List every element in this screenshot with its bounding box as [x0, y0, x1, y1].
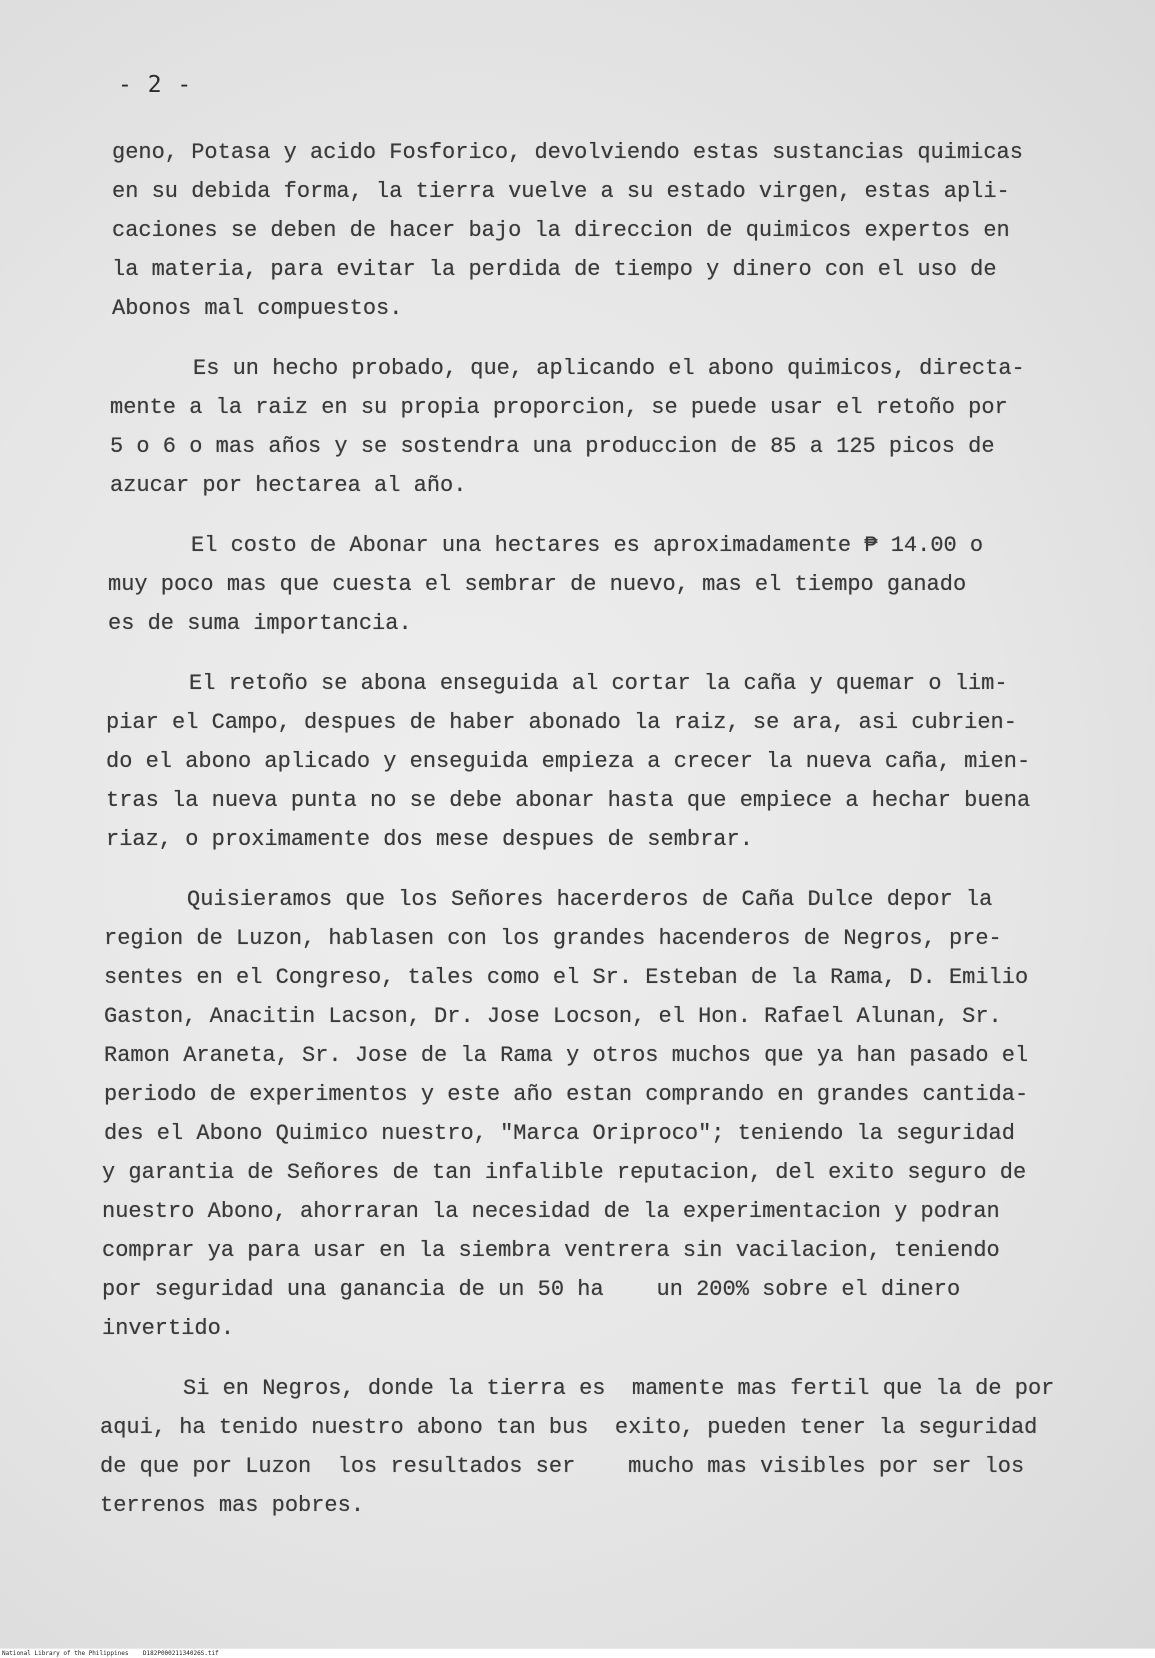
text-line: comprar ya para usar en la siembra ventrera sin vacilacion, teniendo	[102, 1238, 1000, 1263]
text-line: es de suma importancia.	[108, 611, 412, 636]
text-line: geno, Potasa y acido Fosforico, devolviendo estas sustancias quimicas	[112, 140, 1023, 165]
scan-footer	[0, 1649, 1155, 1658]
text-line: sentes en el Congreso, tales como el Sr. Esteban de la Rama, D. Emilio	[104, 965, 1029, 990]
text-line: y garantia de Señores de tan infalible reputacion, del exito seguro de	[102, 1160, 1027, 1185]
text-line: 5 o 6 o mas años y se sostendra una produccion de 85 a 125 picos de	[110, 434, 995, 459]
text-line: muy poco mas que cuesta el sembrar de nuevo, mas el tiempo ganado	[108, 572, 967, 597]
scan-footer-text: National Library of the Philippines D182P00021134026S.tif	[2, 1650, 219, 1657]
text-line: en su debida forma, la tierra vuelve a su estado virgen, estas apli-	[112, 179, 1010, 204]
text-line: El costo de Abonar una hectares es aproximadamente ₱ 14.00 o	[191, 533, 984, 558]
text-line: la materia, para evitar la perdida de tiempo y dinero con el uso de	[112, 257, 997, 282]
text-line: de que por Luzon los resultados ser mucho mas visibles por ser los	[100, 1454, 1025, 1479]
text-line: Abonos mal compuestos.	[112, 296, 403, 321]
text-line: piar el Campo, despues de haber abonado la raiz, se ara, asi cubrien-	[106, 710, 1017, 735]
text-line: Quisieramos que los Señores hacerderos de Caña Dulce depor la	[187, 887, 993, 912]
page-number: - 2 -	[118, 72, 193, 98]
text-line: Gaston, Anacitin Lacson, Dr. Jose Locson, el Hon. Rafael Alunan, Sr.	[104, 1004, 1002, 1029]
text-line: caciones se deben de hacer bajo la direccion de quimicos expertos en	[112, 218, 1010, 243]
text-line: invertido.	[102, 1316, 235, 1341]
text-line: nuestro Abono, ahorraran la necesidad de la experimentacion y podran	[102, 1199, 1000, 1224]
text-line: tras la nueva punta no se debe abonar hasta que empiece a hechar buena	[106, 788, 1031, 813]
text-line: Ramon Araneta, Sr. Jose de la Rama y otros muchos que ya han pasado el	[104, 1043, 1029, 1068]
text-line: por seguridad una ganancia de un 50 ha un 200% sobre el dinero	[102, 1277, 961, 1302]
text-line: periodo de experimentos y este año estan comprando en grandes cantida-	[104, 1082, 1029, 1107]
text-line: region de Luzon, hablasen con los grandes hacenderos de Negros, pre-	[104, 926, 1002, 951]
text-line: des el Abono Quimico nuestro, "Marca Oriproco"; teniendo la seguridad	[104, 1121, 1015, 1146]
text-line: do el abono aplicado y enseguida empieza a crecer la nueva caña, mien-	[106, 749, 1031, 774]
text-line: aqui, ha tenido nuestro abono tan bus exito, pueden tener la seguridad	[100, 1415, 1038, 1440]
text-line: azucar por hectarea al año.	[110, 473, 467, 498]
text-line: riaz, o proximamente dos mese despues de sembrar.	[106, 827, 753, 852]
text-line: El retoño se abona enseguida al cortar la caña y quemar o lim-	[189, 671, 1008, 696]
text-line: terrenos mas pobres.	[100, 1493, 365, 1518]
text-line: Es un hecho probado, que, aplicando el abono quimicos, directa-	[193, 356, 1025, 381]
text-line: Si en Negros, donde la tierra es mamente mas fertil que la de por	[183, 1376, 1055, 1401]
text-line: mente a la raiz en su propia proporcion, se puede usar el retoño por	[110, 395, 1008, 420]
